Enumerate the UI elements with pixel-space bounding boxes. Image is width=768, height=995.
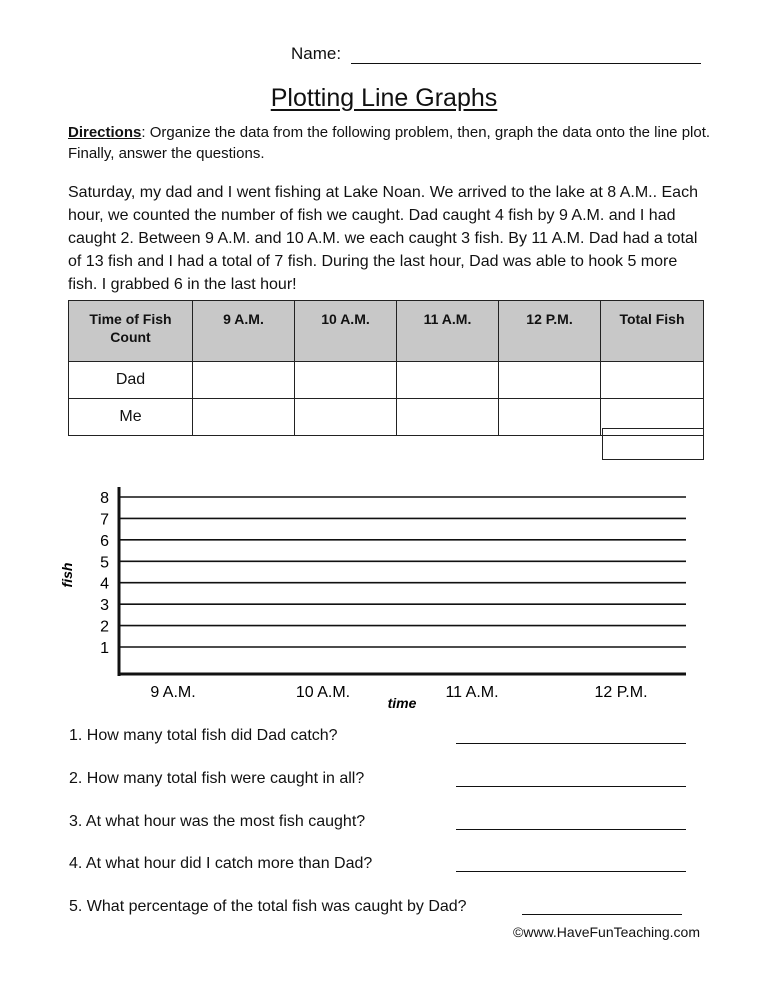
header-time-of-fish-count: Time of Fish Count: [69, 301, 193, 362]
y-tick-label: 1: [100, 640, 109, 657]
y-tick-label: 7: [100, 511, 109, 529]
header-total-fish: Total Fish: [601, 301, 704, 362]
name-label: Name:: [291, 44, 342, 63]
row-label-me: Me: [69, 399, 193, 436]
question-5: 5. What percentage of the total fish was caught by Dad?: [69, 898, 467, 915]
x-tick-label: 9 A.M.: [150, 684, 196, 701]
directions-text: : Organize the data from the following problem, then, graph the data onto the line plot. Finally, answer the questions.: [68, 124, 711, 162]
question-2: 2. How many total fish were caught in all?: [69, 770, 365, 787]
answer-line-5[interactable]: [522, 914, 682, 915]
y-tick-label: 2: [100, 618, 109, 636]
y-tick-label: 4: [100, 575, 109, 593]
story-paragraph: Saturday, my dad and I went fishing at Lake Noan. We arrived to the lake at 8 A.M.. Each hour, we counted the number of fish we caught. Dad caught 4 fish by 9 A.M. and I had caught 2. Between 9 A.M. and 10 A.M. we each caught 3 fish. By 11 A.M. Dad had a total of 13 fish and I had a total of 7 fish. During the last hour, Dad was able to hook 5 more fish. I grabbed 6 in the last hour!: [68, 184, 698, 293]
answer-line-2[interactable]: [456, 786, 686, 787]
x-tick-label: 10 A.M.: [295, 684, 351, 701]
y-tick-label: 5: [100, 554, 109, 572]
row-label-dad: Dad: [69, 362, 193, 399]
question-4: 4. At what hour did I catch more than Dad?: [69, 855, 373, 872]
header-12pm: 12 P.M.: [499, 301, 601, 362]
x-tick-label: 12 P.M.: [594, 684, 648, 701]
copyright-text: ©www.HaveFunTeaching.com: [513, 924, 700, 940]
y-tick-label: 8: [100, 490, 109, 507]
answer-line-3[interactable]: [456, 829, 686, 830]
x-tick-label: 11 A.M.: [445, 684, 499, 701]
answer-line-1[interactable]: [456, 743, 686, 744]
y-axis-label: fish: [59, 562, 75, 588]
answer-line-4[interactable]: [456, 871, 686, 872]
question-1: 1. How many total fish did Dad catch?: [69, 727, 338, 744]
x-axis-label: time: [387, 695, 417, 711]
header-11am: 11 A.M.: [397, 301, 499, 362]
header-9am: 9 A.M.: [193, 301, 295, 362]
page-title: Plotting Line Graphs: [270, 84, 498, 112]
y-tick-label: 6: [100, 532, 109, 550]
directions-label: Directions: [68, 124, 142, 141]
header-10am: 10 A.M.: [295, 301, 397, 362]
question-3: 3. At what hour was the most fish caught?: [69, 813, 366, 830]
y-tick-label: 3: [100, 597, 109, 615]
